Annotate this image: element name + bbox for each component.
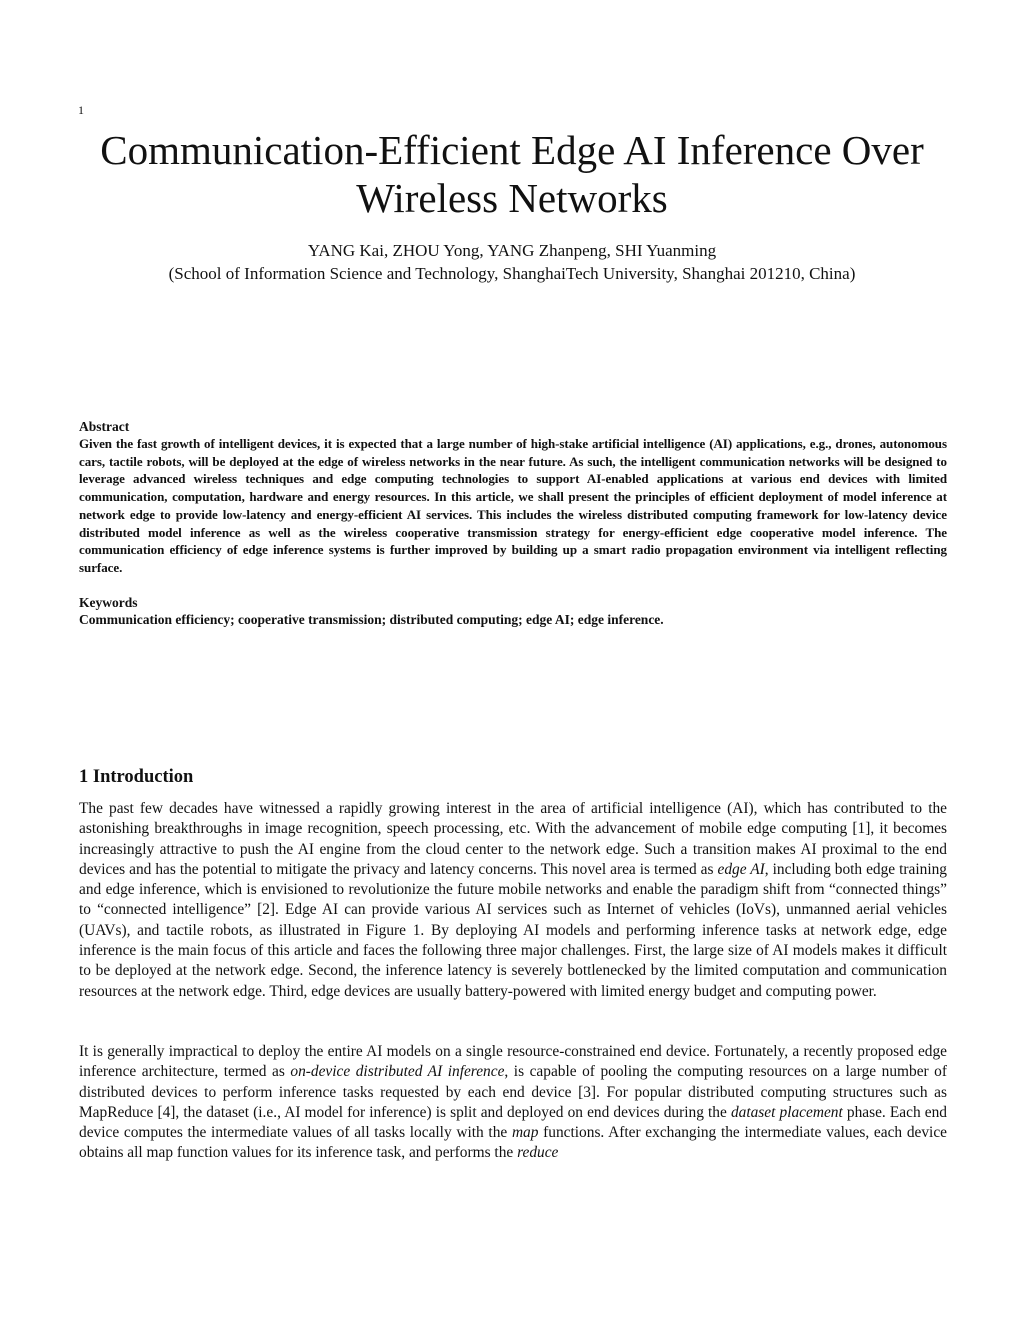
- abstract-heading: Abstract: [79, 419, 130, 434]
- keywords-text: Communication efficiency; cooperative transmission; distributed computing; edge AI; edge inference.: [79, 612, 664, 627]
- intro-p2-emphasis-1: on-device distributed AI inference: [290, 1063, 505, 1081]
- keywords-heading: Keywords: [79, 595, 138, 610]
- author-list: YANG Kai, ZHOU Yong, YANG Zhanpeng, SHI Yuanming: [307, 241, 717, 260]
- intro-p1-text-a: The past few decades have witnessed a rapidly growing interest in the area of artificial intelligence (AI), which has contributed to the astonishing breakthroughs in image recognition, speech processing, etc. With the advancement of mobile edge computing [1], it becomes increasingly attractive to push the AI engine from the cloud center to the network edge. Such a transition makes AI proximal to the end devices and has the potential to mitigate the privacy and latency concerns. This novel area is termed as: [79, 800, 947, 878]
- intro-p2-emphasis-4: reduce: [517, 1144, 559, 1162]
- intro-p2-text-c: phase. Each end device computes the intermediate values of all tasks locally with the: [79, 1103, 947, 1142]
- paper-title: [0, 126, 1024, 222]
- intro-p2-emphasis-2: dataset placement: [730, 1103, 843, 1121]
- intro-p2-emphasis-3: map: [511, 1124, 539, 1142]
- abstract-text: Given the fast growth of intelligent devices, it is expected that a large number of high-stake artificial intelligence (AI) applications, e.g., drones, autonomous cars, tactile robots, will be deployed at the edge of wireless networks in the near future. As such, the intelligent communication networks will be designed to leverage advanced wireless techniques and edge computing technologies to support AI-enabled applications at various end devices with limited communication, computation, hardware and energy resources. In this article, we shall present the principles of efficient deployment of model inference at network edge to provide low-latency and energy-efficient AI services. This includes the wireless distributed computing framework for low-latency device distributed model inference as well as the wireless cooperative transmission strategy for energy-efficient edge cooperative model inference. The communication efficiency of edge inference systems is further improved by building up a smart radio propagation environment via intelligent reflecting surface.: [79, 436, 947, 575]
- abstract-section: [79, 418, 947, 577]
- page-number: 1: [78, 103, 84, 117]
- keywords-section: [79, 594, 947, 628]
- intro-p2-text-a: It is generally impractical to deploy the entire AI models on a single resource-constrained end device. Fortunately, a recently proposed edge inference architecture, termed as: [79, 1043, 947, 1081]
- intro-paragraph-2: [79, 1042, 947, 1164]
- title-line-1: Communication-Efficient Edge AI Inference Over: [100, 127, 924, 173]
- author-affiliation: (School of Information Science and Technology, ShanghaiTech University, Shanghai 201210, China): [168, 264, 856, 283]
- intro-p2-text-b: , is capable of pooling the computing resources on a large number of distributed devices to perform inference tasks requested by each end device [3]. For popular distributed computing structures such as MapReduce [4], the dataset (i.e., AI model for inference) is split and deployed on end devices during the: [79, 1063, 948, 1121]
- intro-p2-text-d: functions. After exchanging the intermediate values, each device obtains all map function values for its inference task, and performs the: [79, 1124, 947, 1162]
- intro-p1-text-b: , including both edge training and edge inference, which is envisioned to revolutionize the future mobile networks and enable the paradigm shift from “connected things” to “connected intelligence” [2]. Edge AI can provide various AI services such as Internet of vehicles (IoVs), unmanned aerial vehicles (UAVs), and tactile robots, as illustrated in Figure 1. By deploying AI models and performing inference tasks at network edge, edge inference is the main focus of this article and faces the following three major challenges. First, the large size of AI models makes it difficult to be deployed at the network edge. Second, the inference latency is severely bottlenecked by the limited computation and communication resources at the network edge. Third, edge devices are usually battery-powered with limited energy budget and computing power.: [79, 860, 947, 1000]
- intro-paragraph-1: [79, 799, 947, 1002]
- section-heading-introduction: 1 Introduction: [79, 767, 194, 787]
- intro-p1-emphasis: edge AI: [717, 860, 765, 878]
- title-line-2: Wireless Networks: [356, 175, 668, 221]
